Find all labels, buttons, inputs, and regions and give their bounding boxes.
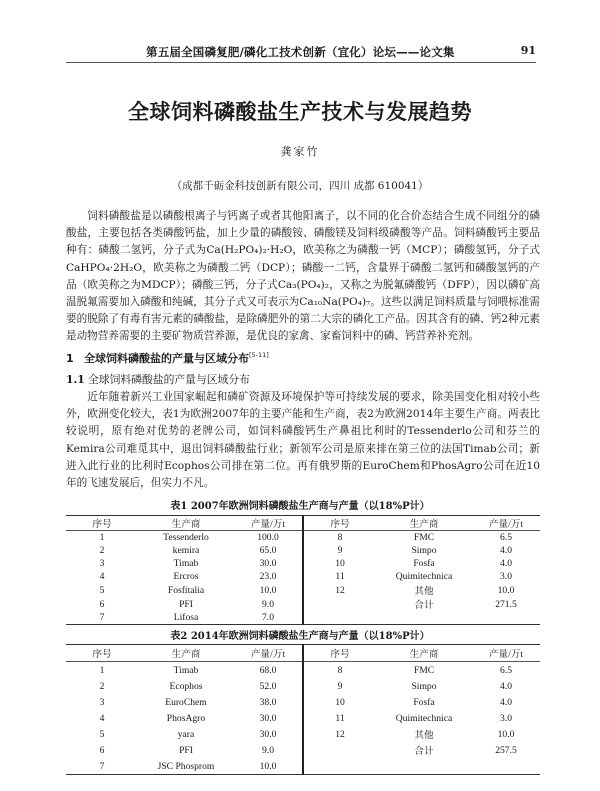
col-header: 序号 bbox=[330, 649, 350, 660]
cell-amount: 4.0 bbox=[500, 680, 512, 692]
cell-amount: 30.0 bbox=[234, 557, 303, 570]
cell-no: 12 bbox=[335, 584, 345, 596]
cell-amount: 4.0 bbox=[500, 545, 512, 556]
table-1-caption: 表1 2007年欧洲饲料磷酸盐生产商与产量（以18%P计） bbox=[170, 501, 430, 512]
cell-no: 2 bbox=[99, 545, 105, 556]
author: 龚家竹 bbox=[280, 145, 320, 158]
col-header: 生产商 bbox=[409, 649, 439, 660]
table-row bbox=[66, 597, 540, 611]
article-title: 全球饲料磷酸盐生产技术与发展趋势 bbox=[128, 100, 472, 124]
col-header: 产量/万t bbox=[488, 649, 524, 660]
table-row bbox=[66, 694, 540, 710]
affiliation: （成都千砺金科技创新有限公司，四川 成都 610041） bbox=[171, 180, 429, 192]
section-heading-1-1 bbox=[66, 372, 250, 387]
table-row bbox=[66, 583, 540, 597]
cell-no: 2 bbox=[99, 680, 105, 692]
cell-producer: Ecophos bbox=[169, 680, 203, 692]
col-header: 产量/万t bbox=[488, 519, 524, 530]
cell-producer: FMC bbox=[413, 532, 435, 543]
cell-no: 4 bbox=[99, 571, 105, 582]
cell-producer: Fosfa bbox=[413, 696, 435, 708]
cell-producer: Simpo bbox=[411, 680, 437, 692]
subsection-number: 1.1 bbox=[66, 373, 85, 386]
col-header: 产量/万t bbox=[234, 645, 303, 662]
section-title: 全球饲料磷酸盐的产量与区域分布 bbox=[84, 352, 249, 365]
cell-producer: Ercros bbox=[173, 571, 199, 582]
cell-no: 12 bbox=[335, 728, 345, 740]
cell-no: 11 bbox=[335, 571, 345, 582]
cell-no: 7 bbox=[66, 758, 138, 775]
table-row bbox=[66, 742, 540, 758]
cell-amount: 4.0 bbox=[500, 558, 512, 569]
table-row bbox=[66, 611, 540, 625]
table-row bbox=[66, 758, 540, 775]
body-paragraph bbox=[66, 389, 540, 492]
cell-no: 1 bbox=[99, 532, 105, 543]
cell-producer: 其他 bbox=[414, 586, 434, 597]
cell-empty bbox=[303, 758, 376, 775]
col-header: 序号 bbox=[92, 649, 112, 660]
cell-producer: FMC bbox=[413, 664, 435, 676]
section-heading-1 bbox=[66, 350, 269, 366]
cell-producer: Fosfa bbox=[413, 558, 435, 569]
cell-no: 6 bbox=[99, 598, 105, 610]
cell-producer: PFI bbox=[179, 598, 193, 610]
subsection-title: 全球饲料磷酸盐的产量与区域分布 bbox=[88, 373, 250, 386]
cell-empty bbox=[376, 758, 472, 775]
cell-no: 8 bbox=[337, 664, 343, 676]
paragraph-text: 近年随着新兴工业国家崛起和磷矿资源及环境保护等可持续发展的要求，除美国变化相对较小些外，欧洲变化较大，表1为欧洲2007年的主要产能和生产商，表2为欧洲2014年主要生产商。两表比较说明，原有绝对优势的老牌公司，如饲料磷酸钙生产鼻祖比利时的Tessenderlo公司和芬兰的Kemira公司难觅其中，退出饲料磷酸盐行业；新领军公司是原来排在第三位的法国Timab公司；新进入此行业的比利时Ecophos公司排在第二位。再有俄罗斯的EuroChem和PhosAgro公司在近10年的飞速发展后，但实力不凡。 bbox=[66, 391, 540, 490]
table-row bbox=[66, 710, 540, 726]
section-number: 1 bbox=[66, 352, 74, 365]
cell-amount: 10.0 bbox=[234, 758, 303, 775]
cell-producer: Tessenderlo bbox=[163, 532, 209, 543]
cell-amount: 9.0 bbox=[234, 742, 303, 758]
cell-no: 8 bbox=[337, 532, 343, 543]
cell-amount: 65.0 bbox=[234, 544, 303, 557]
col-header: 产量/万t bbox=[234, 516, 303, 531]
cell-no: 11 bbox=[335, 712, 345, 724]
cell-amount: 100.0 bbox=[234, 531, 303, 545]
col-header: 生产商 bbox=[171, 649, 201, 660]
cell-empty bbox=[472, 611, 540, 625]
cell-no: 5 bbox=[99, 728, 105, 740]
cell-amount: 3.0 bbox=[500, 712, 512, 724]
col-header: 生产商 bbox=[171, 519, 201, 530]
cell-producer: Timab bbox=[173, 664, 199, 676]
cell-producer: PFI bbox=[179, 744, 193, 756]
cell-empty bbox=[472, 758, 540, 775]
cell-amount: 7.0 bbox=[234, 611, 303, 625]
cell-amount: 68.0 bbox=[234, 662, 303, 679]
cell-no: 4 bbox=[99, 712, 105, 724]
cell-producer: yara bbox=[177, 728, 195, 740]
cell-no: 10 bbox=[335, 696, 345, 708]
cell-producer: PhosAgro bbox=[166, 712, 206, 724]
cell-producer: 其他 bbox=[414, 730, 434, 741]
cell-amount: 9.0 bbox=[234, 597, 303, 611]
cell-no: 5 bbox=[99, 584, 105, 596]
cell-amount: 3.0 bbox=[500, 571, 512, 582]
table-row bbox=[66, 726, 540, 742]
table-row bbox=[66, 662, 540, 679]
citation-ref: [5-11] bbox=[249, 351, 269, 359]
cell-no: 7 bbox=[66, 611, 138, 625]
cell-no: 6 bbox=[99, 744, 105, 756]
cell-no bbox=[303, 597, 376, 611]
table-row bbox=[66, 531, 540, 545]
cell-producer: Quimitechnica bbox=[395, 712, 453, 724]
cell-producer: Simpo bbox=[411, 545, 437, 556]
journal-title: 第五届全国磷复肥/磷化工技术创新（宜化）论坛——论文集 bbox=[146, 45, 455, 59]
cell-total-label: 合计 bbox=[414, 600, 434, 611]
cell-producer: kemira bbox=[172, 545, 200, 556]
cell-total-amount: 271.5 bbox=[495, 598, 517, 610]
cell-no: 3 bbox=[99, 558, 105, 569]
cell-amount: 38.0 bbox=[234, 694, 303, 710]
table-row bbox=[66, 557, 540, 570]
table-row bbox=[66, 678, 540, 694]
abstract-paragraph bbox=[66, 208, 540, 346]
table-1 bbox=[66, 515, 540, 625]
col-header: 序号 bbox=[92, 519, 112, 530]
col-header: 序号 bbox=[330, 519, 350, 530]
cell-amount: 10.0 bbox=[497, 728, 515, 740]
cell-no: 9 bbox=[337, 545, 343, 556]
table-header-row bbox=[66, 645, 540, 662]
table-2 bbox=[66, 644, 540, 775]
cell-amount: 30.0 bbox=[234, 726, 303, 742]
cell-no: 3 bbox=[99, 696, 105, 708]
cell-producer: Lifosa bbox=[138, 611, 234, 625]
col-header: 生产商 bbox=[409, 519, 439, 530]
cell-producer: Quimitechnica bbox=[395, 571, 453, 582]
cell-amount: 52.0 bbox=[234, 678, 303, 694]
cell-total-label: 合计 bbox=[414, 746, 434, 757]
page-number: 91 bbox=[520, 44, 536, 57]
cell-no: 10 bbox=[335, 558, 345, 569]
cell-amount: 6.5 bbox=[500, 664, 512, 676]
table-row bbox=[66, 544, 540, 557]
cell-no: 9 bbox=[337, 680, 343, 692]
cell-empty bbox=[376, 611, 472, 625]
table-2-caption: 表2 2014年欧洲饲料磷酸盐生产商与产量（以18%P计） bbox=[170, 631, 430, 642]
cell-producer: Fosfitalia bbox=[167, 584, 205, 596]
cell-amount: 10.0 bbox=[234, 583, 303, 597]
cell-producer: Timab bbox=[173, 558, 199, 569]
cell-empty bbox=[303, 611, 376, 625]
cell-producer: JSC Phosprom bbox=[138, 758, 234, 775]
cell-total-amount: 257.5 bbox=[495, 744, 517, 756]
cell-amount: 23.0 bbox=[234, 570, 303, 583]
cell-producer: EuroChem bbox=[165, 696, 207, 708]
cell-no bbox=[303, 742, 376, 758]
paragraph-text: 饲料磷酸盐是以磷酸根离子与钙离子或者其他阳离子，以不同的化合价态结合生成不同组分的磷酸盐，主要包括各类磷酸钙盐，加上少量的磷酸铵、磷酸镁及饲料级磷酸等产品。饲料磷酸钙主要品种有：磷酸二氢钙，分子式为Ca(H₂PO₄)₂·H₂O，欧美称之为磷酸一钙（MCP）；磷酸氢钙，分子式CaHPO₄·2H₂O，欧美称之为磷酸二钙（DCP）；磷酸一二钙，含量界于磷酸二氢钙和磷酸氢钙的产品（欧美称之为MDCP）；磷酸三钙，分子式Ca₃(PO₄)₂，又称之为脱氟磷酸钙（DFP），因以磷矿高温脱氟需要加入磷酸和纯碱，其分子式又可表示为Ca₁₀Na(PO₄)₇。这些以满足饲料质量与饲喂标准需要的脱除了有毒有害元素的磷酸盐，是除磷肥外的第二大宗的磷化工产品。因其含有的磷、钙2种元素是动物营养需要的主要矿物质营养源，是优良的家禽、家畜饲料中的磷、钙营养补充剂。 bbox=[66, 210, 540, 343]
running-header bbox=[66, 38, 536, 63]
table-header-row bbox=[66, 516, 540, 531]
table-row bbox=[66, 570, 540, 583]
cell-no: 1 bbox=[99, 664, 105, 676]
cell-amount: 10.0 bbox=[497, 584, 515, 596]
cell-amount: 4.0 bbox=[500, 696, 512, 708]
cell-amount: 30.0 bbox=[234, 710, 303, 726]
cell-amount: 6.5 bbox=[500, 532, 512, 543]
